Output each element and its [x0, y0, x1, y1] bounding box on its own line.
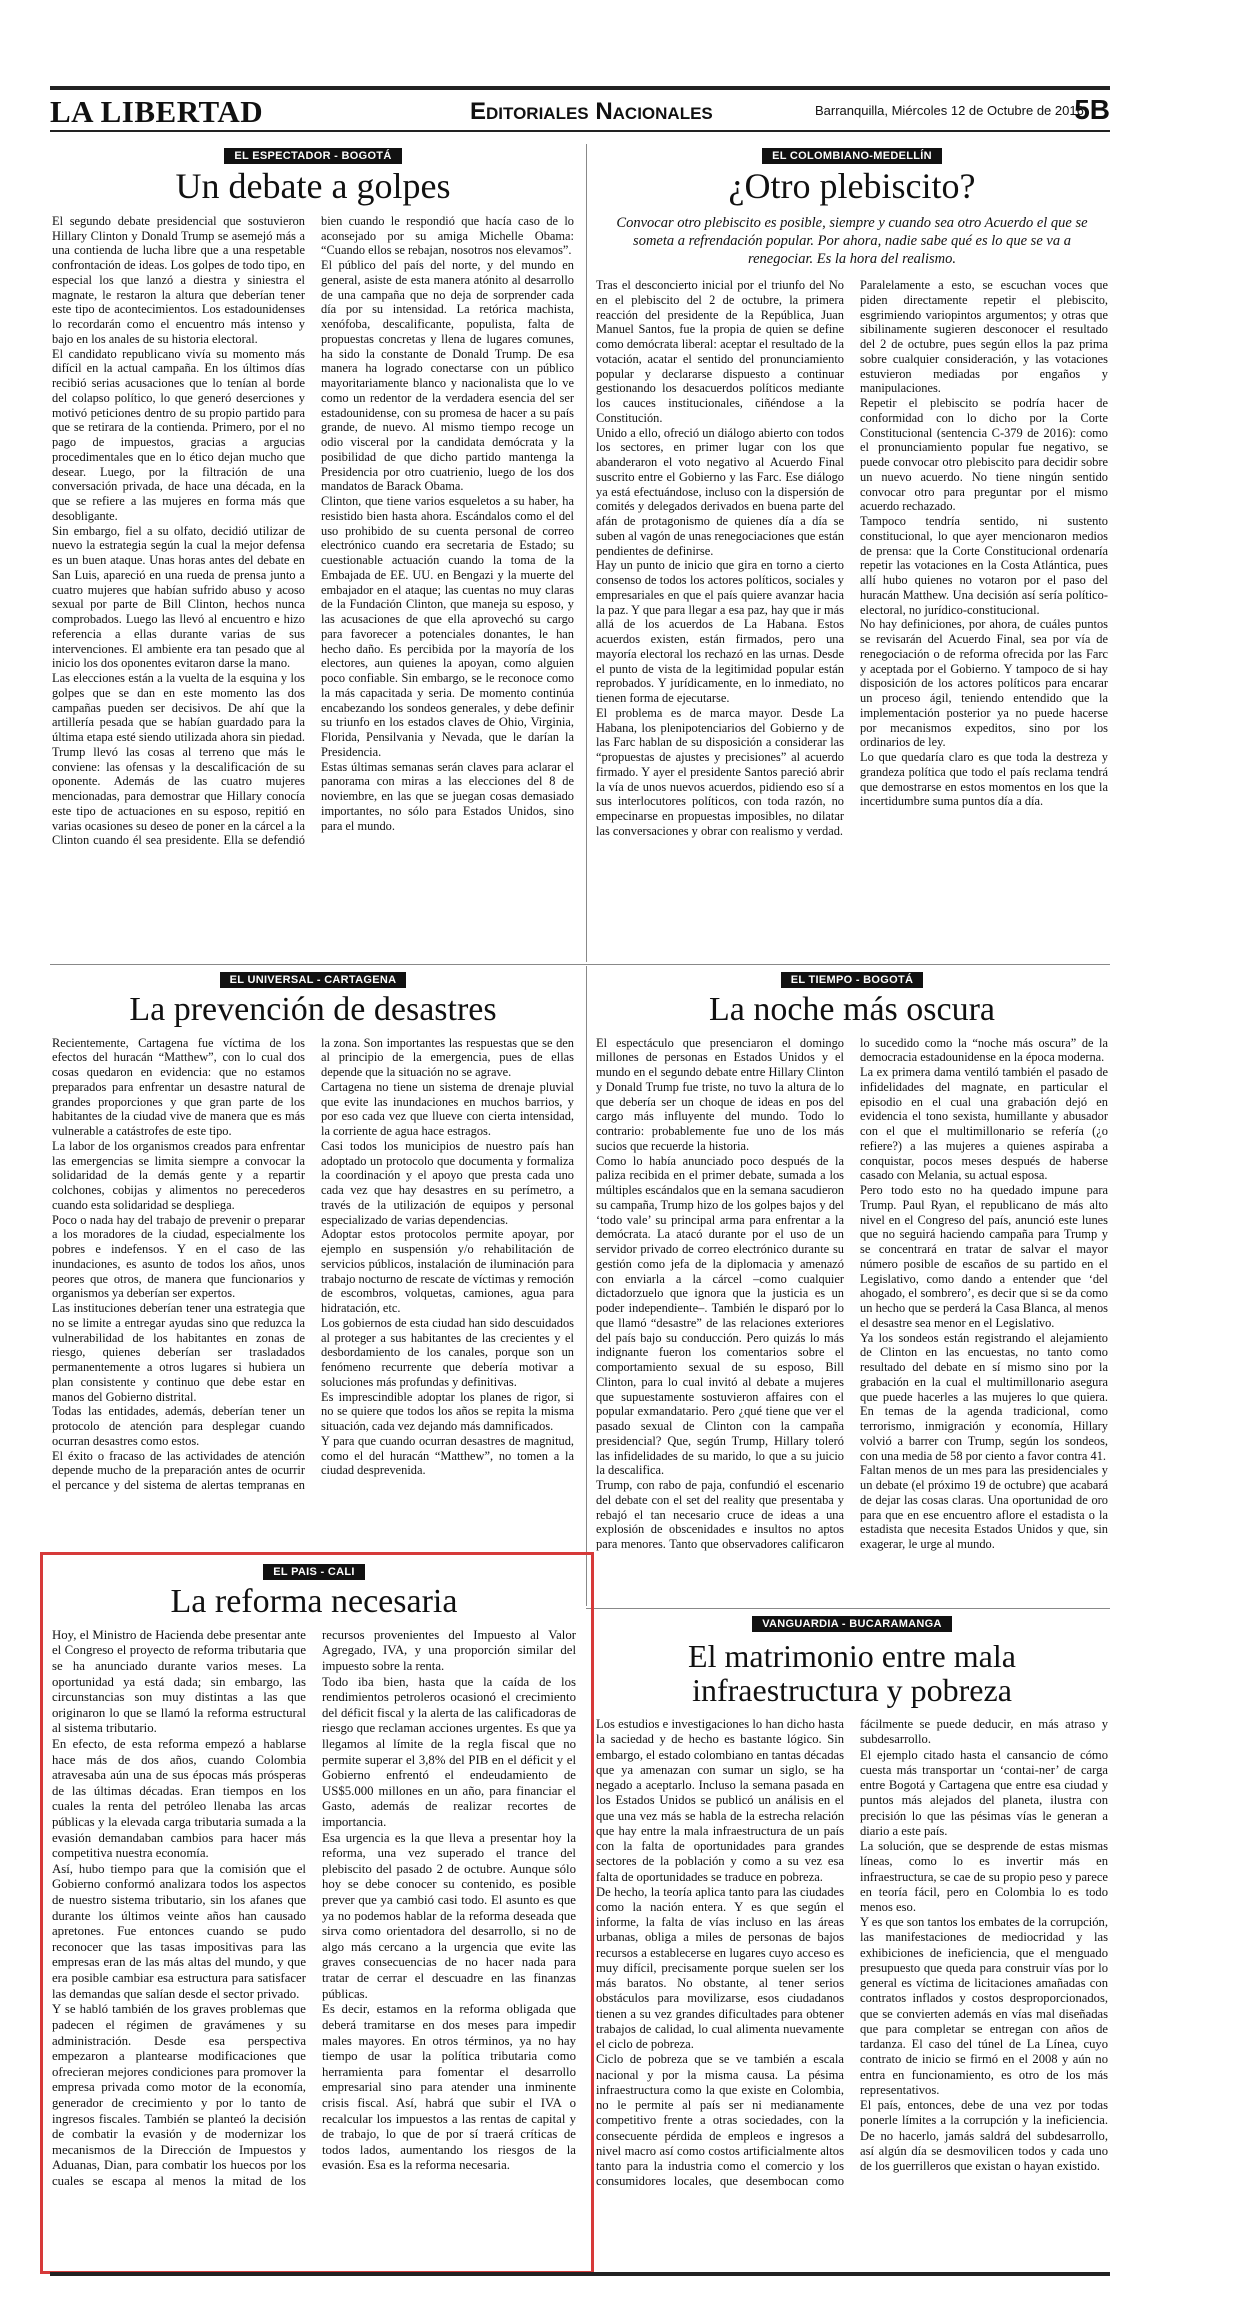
article-body [596, 278, 1108, 839]
article-headline: El matrimonio entre mala infraestructura y pobreza [688, 1638, 1016, 1708]
paragraph: Los estudios e investigaciones lo han dicho hasta la saciedad y de hecho es bastante lógico. Sin embargo, el estado colombiano en tantas décadas que ya amenazan con sumar un siglo, se ha negado a aceptarlo. Incluso la semana pasada en los Estados Unidos se publicó un análisis en el que una vez más se habla de la estrecha relación que hay entre la mala infraestructura de un país con la falta de oportunidades para grandes sectores de la población y como a su vez esa falta de oportunidades se traduce en pobreza. [596, 1717, 844, 1884]
paragraph: Así, hubo tiempo para que la comisión que el Gobierno conformó analizara todos los aspectos de nuestro sistema tributario, sin los afanes que durante los últimos veinte años han causado apretones. Fue entonces cuando se pudo reconocer que las tasas impositivas para las empresas eran de las más altas del mundo, y que era posible cambiar esa estructura para satisfacer las demandas que salían desde el sector privado. [52, 1861, 306, 2001]
paragraph: Y es que son tantos los embates de la corrupción, las manifestaciones de mediocridad y las exhibiciones de ineficiencia, que el menguado presupuesto que queda para construir vías por lo general es víctima de licitaciones amañadas con contratos inflados y costos desproporcionados, que se convierten además en vías mal diseñadas que para completar se entregan con años de tardanza. El caso del túnel de La Línea, cuyo contrato de inicio se firmó en el 2008 y aún no entra en funcionamiento, es otro de los más representativos. [860, 1915, 1108, 2097]
article-headline: Un debate a golpes [175, 166, 451, 206]
paragraph: Hoy, el Ministro de Hacienda debe presentar ante el Congreso el proyecto de reforma tributaria que se ha anunciado durante varios meses. La oportunidad ya está dada; sin embargo, las circunstancias son muy distintas a las que originaron lo que se llamó la reforma estructural al sistema tributario. [52, 1627, 306, 1736]
article-lead: Convocar otro plebiscito es posible, siempre y cuando sea otro Acuerdo el que se someta a refrendación popular. Por ahora, nadie sabe qué es lo que se va a renegociar. Es la hora del realismo. [616, 214, 1088, 268]
paragraph: Recientemente, Cartagena fue víctima de los efectos del huracán “Matthew”, con lo cual dos cosas quedaron en evidencia: que no estamos preparados para enfrentar un desastre natural de grandes proporciones y que gran parte de los habitantes de la ciudad vive de manera que es más vulnerable a catástrofes de este tipo. [52, 1035, 305, 1139]
paragraph: Y para que cuando ocurran desastres de magnitud, como el del huracán “Matthew”, no tomen a la ciudad desprevenida. [321, 1433, 574, 1478]
paragraph: Pero todo esto no ha quedado impune para Trump. Paul Ryan, el republicano de más alto nivel en el Congreso del país, anunció este lunes que no seguirá haciendo campaña para Trump y se concentrará en tratar de salvar el mayor número posible de escaños de su partido en el Legislativo, como dando a entender que ‘del ahogado, el sombrero’, es decir que si se da como un hecho que se perderá la Casa Blanca, al menos el desastre sea menor en el Legislativo. [860, 1183, 1108, 1330]
paragraph: En efecto, de esta reforma empezó a hablarse hace más de dos años, cuando Colombia atravesaba aún una de sus épocas más prósperas de las últimas décadas. Eran tiempos en los cuales la renta del petróleo llenaba las arcas públicas y la elevada carga tributaria sumada a la evasión demandaban cambios para hacer más competitiva nuestra economía. [52, 1736, 306, 1861]
paragraph: Y se habló también de los graves problemas que padecen el régimen de gravámenes y su administración. Desde esa perspectiva empezaron a plantearse modificaciones que ofrecieran mejores condiciones para promover la empresa privada como motor de la economía, generador de crecimiento y por lo tanto de ingresos fiscales. También se planteó la decisión de combatir la evasión y de modernizar los mecanismos de la Dirección de Impuestos y Aduanas, Dian, para combatir los huecos por los cuales se escapa al menos la mitad de los recursos provenientes del Impuesto al Valor Agregado, IVA, y una proporción similar del impuesto sobre la renta. [52, 1627, 576, 2189]
article-body [52, 1036, 574, 1493]
paragraph: Lo que quedaría claro es que toda la destreza y grandeza política que todo el país reclama tendrá que demostrarse en estos momentos en los que la incertidumbre suma puntos día a día. [860, 750, 1108, 809]
paragraph: Unido a ello, ofreció un diálogo abierto con todos los sectores, en primer lugar con los que abanderaron el voto negativo al Acuerdo Final suscrito entre el Gobierno y las Farc. Ese diálogo ya está efectuándose, incluso con la dispersión de comités y delegados derivados en buena parte del afán de protagonismo de quienes día a día se suben al vagón de unas renegociaciones que están pendientes de definirse. [596, 425, 844, 558]
paragraph: No hay definiciones, por ahora, de cuáles puntos se revisarán del Acuerdo Final, sea por vía de renegociación o de reforma ofrecida por las Farc y aceptada por el Gobierno. Y tampoco de si hay disposición de los actores políticos para encarar un proceso ágil, teniendo entendido que la implementación posterior ya no puede hacerse por mecanismos expeditos, sino por los ordinarios de ley. [860, 617, 1108, 750]
masthead [50, 94, 1110, 129]
section-title: Editoriales Nacionales [470, 98, 713, 125]
paragraph: Las elecciones están a la vuelta de la esquina y los golpes que se dan en este momento las dos campañas pueden ser decisivos. De ahí que la artillería pesada que se habían guardado para la última etapa esté siendo utilizada ahora sin piedad. Trump llevó las cosas al terreno que más le conviene: las ofensas y la descalificación de su oponente. Además de las cuatro mujeres mencionadas, para demostrar que Hillary conocía este tipo de actuaciones en su esposo, repitió en varias ocasiones su deseo de poner en la cárcel a la Clinton cuando él sea presidente. Ella se defendió bien cuando le respondió que hacía caso de lo aconsejado por su amiga Michelle Obama: “Cuando ellos se rebajan, nosotros nos elevamos”. [52, 213, 574, 848]
paragraph: Sin embargo, fiel a su olfato, decidió utilizar de nuevo la estrategia según la cual la mejor defensa es un buen ataque. Unas horas antes del debate en San Luis, apareció en una rueda de prensa junto a cuatro mujeres que habían sufrido abuso y acoso sexual por parte de Bill Clinton, hechos nunca comprobados. Luego las llevó al encuentro e hizo referencia a ellas durante varias de sus intervenciones. El ambiente era tan pesado que al inicio los dos oponentes evitaron darse la mano. [52, 523, 305, 671]
source-tag: EL TIEMPO - BOGOTÁ [781, 972, 924, 988]
source-tag: EL PAIS - CALI [263, 1564, 364, 1580]
paragraph: Las instituciones deberían tener una estrategia que no se limite a entregar ayudas sino que reduzca la vulnerabilidad de los habitantes en zonas de riesgo, quienes deberían ser trasladados permanentemente a otros lugares si hubiera un plan consistente y continuo que debe estar en manos del Gobierno distrital. [52, 1301, 305, 1404]
paragraph: Poco o nada hay del trabajo de prevenir o preparar a los moradores de la ciudad, especialmente los pobres e indefensos. Y en el caso de las inundaciones, es asunto de todos los años, unos peores que otros, de manera que funcionarios y organismos ya deberían ser expertos. [52, 1212, 305, 1301]
column-divider-middle [586, 966, 587, 1606]
paragraph: Ya los sondeos están registrando el alejamiento de Clinton en las encuestas, no tanto como resultado del debate en sí mismo sino por la grabación en la cual el multimillonario asegura que puede hacerles a las mujeres lo que quiera. En temas de la agenda tradicional, como terrorismo, inmigración y economía, Hillary volvió a barrer con Trump, según los sondeos, con una media de 58 por ciento a favor contra 41. [860, 1330, 1108, 1463]
paragraph: El candidato republicano vivía su momento más difícil en la actual campaña. En los últimos días recibió serias acusaciones que lo tenían al borde del colapso político, lo que generó deserciones y motivó peticiones dentro de su propio partido para que se retirara de la contienda. Primero, por el no pago de impuestos, gracias a argucias procedimentales que en lo ético dejan mucho que desear. Luego, por la filtración de una conversación privada, de hace una década, en la que se refiere a las mujeres en forma más que desobligante. [52, 346, 305, 523]
article-body [596, 1717, 1108, 2189]
paragraph: El éxito o fracaso de las actividades de atención depende mucho de la preparación antes de ocurrir el percance y del sistema de alertas tempranas en la zona. Son importantes las respuestas que se den al principio de la emergencia, pues de ellas depende que la situación no se agrave. [52, 1035, 574, 1493]
paragraph: Es decir, estamos en la reforma obligada que deberá tramitarse en dos meses para impedir males mayores. En otros términos, ya no hay tiempo de usar la política tributaria como herramienta para fomentar el desarrollo empresarial sino para atender una inminente crisis fiscal. Así, habrá que subir el IVA o recalcular los impuestos a las rentas de capital y de trabajo, lo que de por sí traerá críticas de todos lados, aumentando los riesgos de la evasión. Esa es la reforma necesaria. [322, 2002, 576, 2173]
paragraph: Es imprescindible adoptar los planes de rigor, si no se quiere que todos los años se repita la misma situación, cada vez dejando más damnificados. [321, 1389, 574, 1434]
paragraph: Los gobiernos de esta ciudad han sido descuidados al proteger a sus habitantes de las crecientes y el desbordamiento de los canales, porque son un fenómeno recurrente que debería motivar a soluciones más profundas y definitivas. [321, 1315, 574, 1389]
paragraph: El segundo debate presidencial que sostuvieron Hillary Clinton y Donald Trump se asemejó más a una contienda de lucha libre que a una respetable confrontación de ideas. Los golpes de todo tipo, en especial los que lanzó a diestra y siniestra el magnate, le restaron la altura que deberían tener este tipo de acontecimientos. Los estadounidenses lo recordarán como el encuentro más intenso y bajo en los anales de su historia electoral. [52, 213, 305, 346]
article-body [52, 1628, 576, 2190]
paragraph: La solución, que se desprende de estas mismas líneas, como lo es invertir más en infraestructura, se cae de su propio peso y parece en teoría fácil, pero en Colombia lo es todo menos eso. [860, 1839, 1108, 1914]
paragraph: Casi todos los municipios de nuestro país han adoptado un protocolo que documenta y formaliza la coordinación y el apoyo que presta cada uno cada vez que hay desastres en su perímetro, a través de la utilización de equipos y personal especializado de varias dependencias. [321, 1138, 574, 1227]
paragraph: Adoptar estos protocolos permite apoyar, por ejemplo en suspensión y/o rehabilitación de servicios públicos, instalación de iluminación para trabajo nocturno de rescate de víctimas y remoción de escombros, volquetas, camiones, agua para hidratación, etc. [321, 1227, 574, 1316]
section-divider-1 [50, 964, 1110, 965]
paragraph: Como lo había anunciado poco después de la paliza recibida en el primer debate, sumada a los múltiples escándalos que en la semana sacudieron su campaña, Trump hizo de los golpes bajos y del ‘todo vale’ su principal arma para enfrentar a la demócrata. La atacó durante por el uso de un servidor privado de correo electrónico durante su gestión como jefa de la diplomacia y amenazó con enviarla a la cárcel –como cualquier dictadorzuelo que ignora que la justicia es un poder independiente–. También le disparó por lo que llamó “desastre” de las relaciones exteriores del país bajo su conducción. Pero quizás lo más indignante fueron los comentarios sobre el comportamiento sexual de su esposo, Bill Clinton, para lo cual invitó al debate a mujeres que supuestamente sostuvieron affaires con el popular exmandatario. Pero ¿qué tiene que ver el pasado sexual de Clinton con la campaña presidencial? Que, según Trump, Hillary toleró las infidelidades de su marido, lo que a su juicio la descalifica. [596, 1153, 844, 1478]
paragraph: Estas últimas semanas serán claves para aclarar el panorama con miras a las elecciones del 8 de noviembre, en las que se juegan cosas demasiado importantes, no sólo para Estados Unidos, sino para el mundo. [321, 759, 574, 833]
paragraph: Cartagena no tiene un sistema de drenaje pluvial que evite las inundaciones en muchos barrios, y por eso cada vez que llueve con cierta intensidad, la corriente de agua hace estragos. [321, 1079, 574, 1139]
source-tag: EL COLOMBIANO-MEDELLÍN [762, 148, 942, 164]
paragraph: La labor de los organismos creados para enfrentar las emergencias se limita siempre a convocar la solidaridad de la demás gente y a repartir colchones, cobijas y alimentos no perecederos cuando esta solidaridad se despliega. [52, 1138, 305, 1212]
article-colombiano [596, 146, 1108, 958]
paragraph: Todo iba bien, hasta que la caída de los rendimientos petroleros ocasionó el crecimiento del déficit fiscal y la alerta de las calificadoras de riesgo que reclaman acciones urgentes. Es que ya llegamos al límite de la regla fiscal que no permite superar el 3,8% del PIB en el déficit y el Gobierno enfrentó el endeudamiento de US$5.000 millones en un año, para financiar el Gasto, además de realizar recortes de importancia. [322, 1674, 576, 1829]
issue-date: Barranquilla, Miércoles 12 de Octubre de 2016 [815, 103, 1084, 118]
article-body [596, 1036, 1108, 1552]
paragraph: Ciclo de pobreza que se ve también a escala nacional y por la misma causa. La pésima infraestructura como la que existe en Colombia, no le permite al país ser ni medianamente competitivo frente a otras sociedades, con la consecuente pérdida de empleos e ingresos a nivel macro así como costos artificialmente altos tanto para la industria como el comercio y los consumidores locales, que desembocan como fácilmente se puede deducir, en más atraso y subdesarrollo. [596, 1717, 1108, 2189]
article-headline: La noche más oscura [708, 991, 996, 1028]
paragraph: Paralelamente a esto, se escuchan voces que piden directamente repetir el plebiscito, esgrimiendo variopintos argumentos; y otras que sibilinamente sugieren desconocer el resultado del 2 de octubre, pues según ellos la paz prima sobre cualquier consideración, y las votaciones estuvieron mediadas por engaños y manipulaciones. [860, 278, 1108, 396]
paragraph: La ex primera dama ventiló también el pasado de infidelidades del magnate, en particular el episodio en el cual una grabación dejó en evidencia el tono sexista, humillante y abusador con el que el multimillonario se refería (¿o refiere?) a las mujeres a quienes aspiraba a conquistar, pocos meses después de haberse casado con Melania, su actual esposa. [860, 1065, 1108, 1183]
paragraph: Repetir el plebiscito se podría hacer de conformidad con lo dicho por la Corte Constitucional (sentencia C-379 de 2016): como el pronunciamiento popular fue negativo, se puede convocar otro plebiscito para decidir sobre un nuevo acuerdo. No tiene ningún sentido convocar otro para preguntar por el mismo acuerdo rechazado. [860, 396, 1108, 514]
paragraph: El público del país del norte, y del mundo en general, asiste de esta manera atónito al desarrollo de una campaña que no deja de sorprender cada día por su intensidad. La retórica machista, xenófoba, descalificante, populista, falta de propuestas concretas y llena de lugares comunes, ha sido la constante de Donald Trump. De esa manera ha logrado conectarse con un público mayoritariamente blanco y nacionalista que lo ve como un redentor de la verdadera esencia del ser estadounidense, con su promesa de hacer a su país grande, de nuevo. Al mismo tiempo recoge un odio visceral por la candidata demócrata y la posibilidad de que dicho partido mantenga la Presidencia por otro cuatrienio, luego de los dos mandatos de Barack Obama. [321, 258, 574, 494]
article-headline: La reforma necesaria [170, 1583, 458, 1620]
article-vanguardia [596, 1614, 1108, 2264]
bottom-rule [50, 2272, 1110, 2276]
source-tag: EL UNIVERSAL - CARTAGENA [220, 972, 407, 988]
paragraph: Faltan menos de un mes para las presidenciales y un debate (el próximo 19 de octubre) que acabará de dejar las cosas claras. Una oportunidad de oro para que en ese encuentro aflore el estadista o la estadista que necesita Estados Unidos y que, sin exagerar, le urge al mundo. [860, 1463, 1108, 1552]
paragraph: El país, entonces, debe de una vez por todas ponerle límites a la corrupción y la ineficiencia. De no hacerlo, jamás saldrá del subdesarrollo, así algún día se desmovilicen todos y cada uno de los guerrilleros que existan o hayan existido. [860, 2098, 1108, 2173]
article-headline: La prevención de desastres [129, 991, 497, 1028]
paragraph: El problema es de marca mayor. Desde La Habana, los plenipotenciarios del Gobierno y de las Farc hablan de su disposición a considerar las “propuestas de ajustes y precisiones” al acuerdo firmado. Y ayer el presidente Santos pareció abrir la vía de unos nuevos acuerdos, pidiendo eso sí a sus interlocutores políticos, con toda razón, no empecinarse en propuestas imposibles, no dilatar las conversaciones y obrar con realismo y verdad. [596, 705, 844, 838]
page-number: 5B [1074, 94, 1110, 125]
masthead-rule [50, 130, 1110, 132]
article-espectador [52, 146, 574, 958]
source-tag: VANGUARDIA - BUCARAMANGA [752, 1616, 952, 1632]
paragraph: Hay un punto de inicio que gira en torno a cierto consenso de todos los actores políticos, sociales y empresariales en que el país quiere avanzar hacia la paz. Y que para llegar a esa paz, hay que ir más allá de los acuerdos de La Habana. Estos acuerdos existen, están firmados, pero una mayoría electoral los rechazó en las urnas. Desde el punto de vista de la legitimidad popular están reprobados. Y jurídicamente, en lo inmediato, no tienen forma de ejecutarse. [596, 558, 844, 706]
article-tiempo [596, 970, 1108, 1602]
paragraph: Trump, con rabo de paja, confundió el escenario del debate con el set del reality que presentaba y rebajó el tan necesario cruce de ideas a una explosión de obscenidades e insultos no aptos para menores. Tanto que observadores calificaron lo sucedido como la “noche más oscura” de la democracia estadounidense en la época moderna. [596, 1035, 1108, 1552]
top-rule [50, 86, 1110, 90]
section-divider-2 [586, 1608, 1110, 1609]
paragraph: El ejemplo citado hasta el cansancio de cómo cuesta más transportar un ‘contai-ner’ de carga entre Bogotá y Cartagena que entre esa ciudad y puntos más alejados del planeta, ilustra con precisión lo que las pésimas vías le generan a diario a este país. [860, 1747, 1108, 1838]
paragraph: Clinton, que tiene varios esqueletos a su haber, ha resistido bien hasta ahora. Escándalos como el del uso prohibido de su cuenta personal de correo electrónico cuando era secretaria de Estado; su cuestionable actuación cuando la toma de la Embajada de EE. UU. en Bengazi y la muerte del embajador en el ataque; las cuentas no muy claras de la Fundación Clinton, que maneja su esposo, y las acusaciones de que ella aprovechó su cargo para favorecer a potenciales donantes, le han hecho daño. Es percibida por la mayoría de los electores, aun quienes la apoyan, como alguien poco confiable. Sin embargo, se le reconoce como la más capacitada y seria. De momento continúa encabezando los sondeos generales, y debe definir su triunfo en los estados claves de Ohio, Virginia, Florida, Pensilvania y Nevada, que le darían la Presidencia. [321, 494, 574, 759]
article-body [52, 214, 574, 848]
paragraph: Tampoco tendría sentido, ni sustento constitucional, lo que ayer mencionaron medios de prensa: que la Corte Constitucional ordenaría repetir las votaciones en la Costa Atlántica, pues allí hubo quienes no votaron por el paso del huracán Matthew. Una decisión así sería político-electoral, no jurídico-constitucional. [860, 514, 1108, 617]
column-divider-top [586, 144, 587, 962]
paragraph: Tras el desconcierto inicial por el triunfo del No en el plebiscito del 2 de octubre, la primera reacción del presidente de la República, Juan Manuel Santos, fue la propia de quien se define como demócrata liberal: aceptar el resultado de la votación, acatar el sentido del pronunciamiento popular y declararse dispuesto a continuar gestionando los desacuerdos políticos mediante los cauces institucionales, ciñéndose a la Constitución. [596, 278, 844, 425]
paragraph: De hecho, la teoría aplica tanto para las ciudades como la nación entera. Y es que según el informe, la falta de vías incluso en las áreas urbanas, obliga a miles de personas de bajos recursos a establecerse en lugares cuyo acceso es muy difícil, precisamente porque suelen ser los más baratos. No obstante, al tener serios obstáculos para movilizarse, esos ciudadanos tienen a su vez grandes dificultades para obtener trabajos de calidad, lo cual alimenta nuevamente el ciclo de pobreza. [596, 1884, 844, 2052]
source-tag: EL ESPECTADOR - BOGOTÁ [224, 148, 401, 164]
article-pais [52, 1562, 576, 2262]
paragraph: Todas las entidades, además, deberían tener un protocolo de atención para desplegar cuando ocurran desastres como estos. [52, 1404, 305, 1448]
newspaper-name: LA LIBERTAD [50, 94, 264, 129]
article-headline: ¿Otro plebiscito? [728, 166, 976, 206]
article-universal [52, 970, 574, 1550]
paragraph: El espectáculo que presenciaron el domingo millones de personas en Estados Unidos y el mundo en el segundo debate entre Hillary Clinton y Donald Trump fue triste, no tuvo la altura de lo que debería ser un choque de ideas en pos del cargo más influyente del mundo. Todo lo contrario: probablemente fue uno de los más sucios que recuerde la historia. [596, 1035, 844, 1153]
paragraph: Esa urgencia es la que lleva a presentar hoy la reforma, una vez superado el trance del plebiscito del pasado 2 de octubre. Aunque sólo hoy se debe conocer su contenido, es posible prever que ya cambió casi todo. El asunto es que ya no podemos hablar de la reforma deseada que sirva como orientadora del desarrollo, si no de algo más cercano a la urgencia que evite las graves consecuencias de no hacer nada para tratar de cerrar el descuadre en las finanzas públicas. [322, 1830, 576, 2001]
